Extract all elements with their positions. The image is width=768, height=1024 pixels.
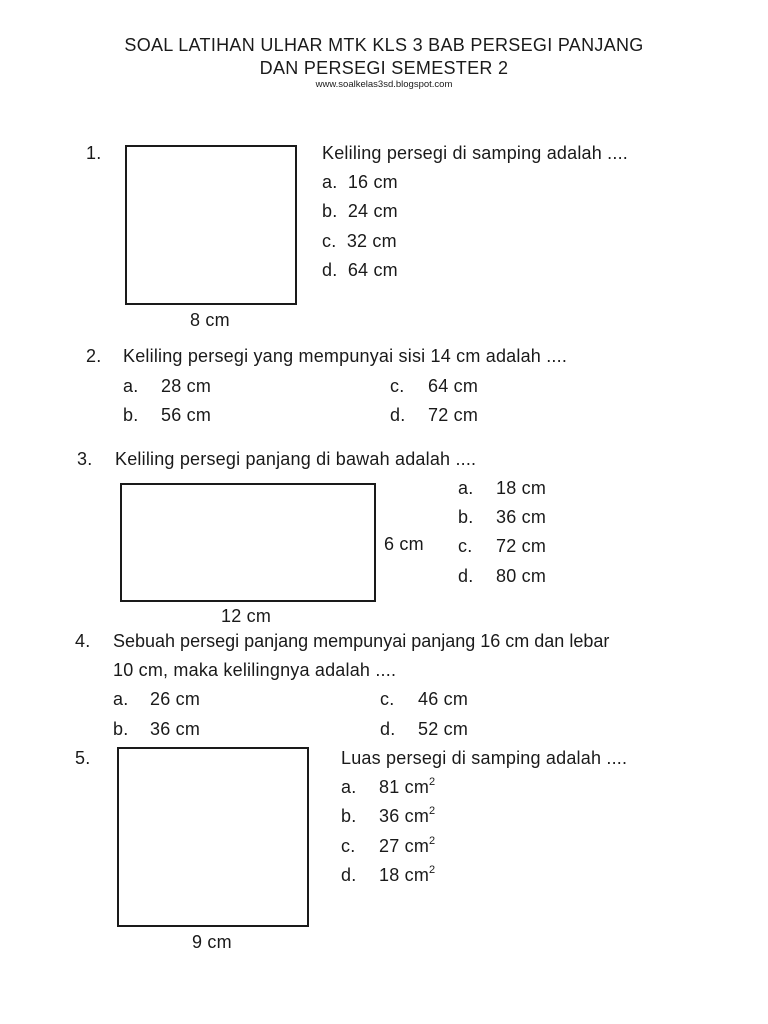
q2-number: 2.	[86, 346, 102, 366]
q1-option-a: a. 16 cm	[322, 172, 398, 192]
page-title-line1: SOAL LATIHAN ULHAR MTK KLS 3 BAB PERSEGI PANJANG	[124, 35, 644, 55]
q3-option-c: c.	[458, 536, 473, 556]
q2-option-c-value: 64 cm	[428, 376, 479, 396]
q1-number: 1.	[86, 143, 102, 163]
q3-width-label: 12 cm	[221, 606, 272, 626]
q4-option-a: a.	[113, 689, 129, 709]
q3-question-text: Keliling persegi panjang di bawah adalah ....	[115, 449, 477, 469]
q1-square-figure	[125, 145, 297, 305]
q3-option-d-value: 80 cm	[496, 566, 547, 586]
q2-option-a-value: 28 cm	[161, 376, 212, 396]
superscript-2: 2	[429, 835, 436, 847]
q4-option-b-value: 36 cm	[150, 719, 201, 739]
q5-option-d: d.	[341, 865, 357, 885]
q4-option-d: d.	[380, 719, 396, 739]
superscript-2: 2	[429, 864, 436, 876]
q4-option-d-value: 52 cm	[418, 719, 469, 739]
q3-option-a: a.	[458, 478, 474, 498]
q4-question-text-line1: Sebuah persegi panjang mempunyai panjang 16 cm dan lebar	[113, 631, 610, 651]
q3-option-b: b.	[458, 507, 474, 527]
superscript-2: 2	[429, 776, 436, 788]
q4-option-b: b.	[113, 719, 129, 739]
q4-option-a-value: 26 cm	[150, 689, 201, 709]
q2-option-c: c.	[390, 376, 405, 396]
q3-option-d: d.	[458, 566, 474, 586]
q5-option-c: c.	[341, 836, 356, 856]
q3-rectangle-figure	[120, 483, 376, 602]
q2-option-d-value: 72 cm	[428, 405, 479, 425]
q3-number: 3.	[77, 449, 93, 469]
q1-question-text: Keliling persegi di samping adalah ....	[322, 143, 628, 163]
q5-square-figure	[117, 747, 309, 927]
q1-option-b: b. 24 cm	[322, 201, 398, 221]
q2-option-b-value: 56 cm	[161, 405, 212, 425]
website-url: www.soalkelas3sd.blogspot.com	[315, 79, 453, 90]
q2-option-a: a.	[123, 376, 139, 396]
q3-height-label: 6 cm	[384, 534, 424, 554]
q5-number: 5.	[75, 748, 91, 768]
q1-option-c: c. 32 cm	[322, 231, 397, 251]
q5-option-c-value: 27 $cm^2$	[379, 835, 436, 856]
q5-option-b: b.	[341, 806, 357, 826]
q5-option-a-value: 81 $cm^2$	[379, 776, 436, 797]
q3-option-c-value: 72 cm	[496, 536, 547, 556]
q3-option-a-value: 18 cm	[496, 478, 547, 498]
q2-option-b: b.	[123, 405, 139, 425]
page-title-line2: DAN PERSEGI SEMESTER 2	[259, 58, 509, 78]
q4-option-c-value: 46 cm	[418, 689, 469, 709]
q1-option-d: d. 64 cm	[322, 260, 398, 280]
q5-option-b-value: 36 $cm^2$	[379, 805, 436, 826]
q4-option-c: c.	[380, 689, 395, 709]
q4-question-text-line2: 10 cm, maka kelilingnya adalah ....	[113, 660, 397, 680]
q5-option-d-value: 18 $cm^2$	[379, 864, 436, 885]
q2-option-d: d.	[390, 405, 406, 425]
q2-question-text: Keliling persegi yang mempunyai sisi 14 cm adalah ....	[123, 346, 568, 366]
q5-question-text: Luas persegi di samping adalah ....	[341, 748, 628, 768]
q4-number: 4.	[75, 631, 91, 651]
q3-option-b-value: 36 cm	[496, 507, 547, 527]
q1-side-label: 8 cm	[190, 310, 230, 330]
superscript-2: 2	[429, 805, 436, 817]
q5-option-a: a.	[341, 777, 357, 797]
q5-side-label: 9 cm	[192, 932, 232, 952]
